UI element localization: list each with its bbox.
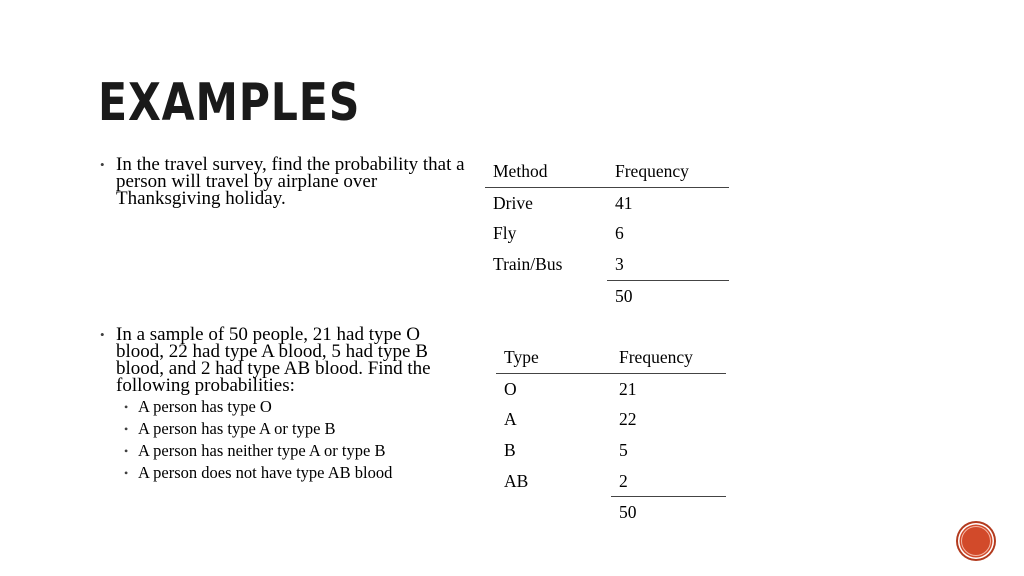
bullet-text: In a sample of 50 people, 21 had type O blood, 22 had type A blood, 5 had type B blood, and 2 had type AB blood. Find the following probabilities: <box>116 324 431 396</box>
table-cell: 5 <box>619 439 628 460</box>
table-cell: 22 <box>619 409 637 430</box>
bullet-travel-question <box>100 156 465 207</box>
sub-bullet <box>116 440 465 462</box>
bullet-text: In the travel survey, find the probability that a person will travel by airplane over Thanksgiving holiday. <box>116 154 465 209</box>
bullet-dot-icon: • <box>100 327 105 342</box>
table-cell: Train/Bus <box>493 254 563 275</box>
table-cell: A <box>504 409 517 430</box>
table-row <box>496 435 726 466</box>
circle-emblem-icon <box>958 523 994 559</box>
table-total-cell: 50 <box>615 285 633 306</box>
table-total-row <box>485 280 729 311</box>
sub-bullet-text: A person has neither type A or type B <box>138 441 386 460</box>
header-cell-frequency: Frequency <box>607 156 729 187</box>
bullet-blood-question <box>100 326 465 484</box>
table-cell: AB <box>504 470 529 491</box>
table-cell: 21 <box>619 378 637 399</box>
table-row <box>496 466 726 497</box>
sub-bullet-list <box>116 396 465 484</box>
table-cell: O <box>504 378 517 399</box>
emblem-ring <box>961 526 991 556</box>
slide-title: EXAMPLES <box>98 73 361 133</box>
table-cell <box>496 497 611 528</box>
bullet-list-blood <box>100 326 465 484</box>
bullet-dot-icon: • <box>124 444 129 458</box>
table-cell: 3 <box>607 249 729 280</box>
table-cell: 6 <box>615 223 624 244</box>
table-cell: B <box>504 439 516 460</box>
table-cell: Fly <box>493 223 517 244</box>
table-row <box>485 249 729 280</box>
travel-frequency-table <box>485 156 729 311</box>
blood-type-frequency-table <box>496 342 726 528</box>
header-cell-type: Type <box>496 342 611 373</box>
header-cell-frequency: Frequency <box>611 342 726 373</box>
bullet-dot-icon: • <box>124 422 129 436</box>
sub-bullet <box>116 418 465 440</box>
bullet-dot-icon: • <box>100 157 105 172</box>
table-cell: 41 <box>615 192 633 213</box>
sub-bullet-text: A person has type O <box>138 397 272 416</box>
table-header-row <box>485 156 729 187</box>
sub-bullet <box>116 462 465 484</box>
sub-bullet <box>116 396 465 418</box>
table-cell: 2 <box>611 466 726 497</box>
table-row <box>485 187 729 218</box>
bullet-dot-icon: • <box>124 466 129 480</box>
table-row <box>485 218 729 249</box>
table-total-cell: 50 <box>619 502 637 523</box>
table-total-row <box>496 497 726 528</box>
sub-bullet-text: A person does not have type AB blood <box>138 463 393 482</box>
sub-bullet-text: A person has type A or type B <box>138 419 336 438</box>
table-header-row <box>496 342 726 373</box>
table-cell <box>485 280 607 311</box>
table-row <box>496 373 726 404</box>
bullet-list-travel <box>100 156 465 207</box>
bullet-dot-icon: • <box>124 400 129 414</box>
header-cell-method: Method <box>485 156 607 187</box>
table-row <box>496 404 726 435</box>
table-cell: Drive <box>493 192 533 213</box>
